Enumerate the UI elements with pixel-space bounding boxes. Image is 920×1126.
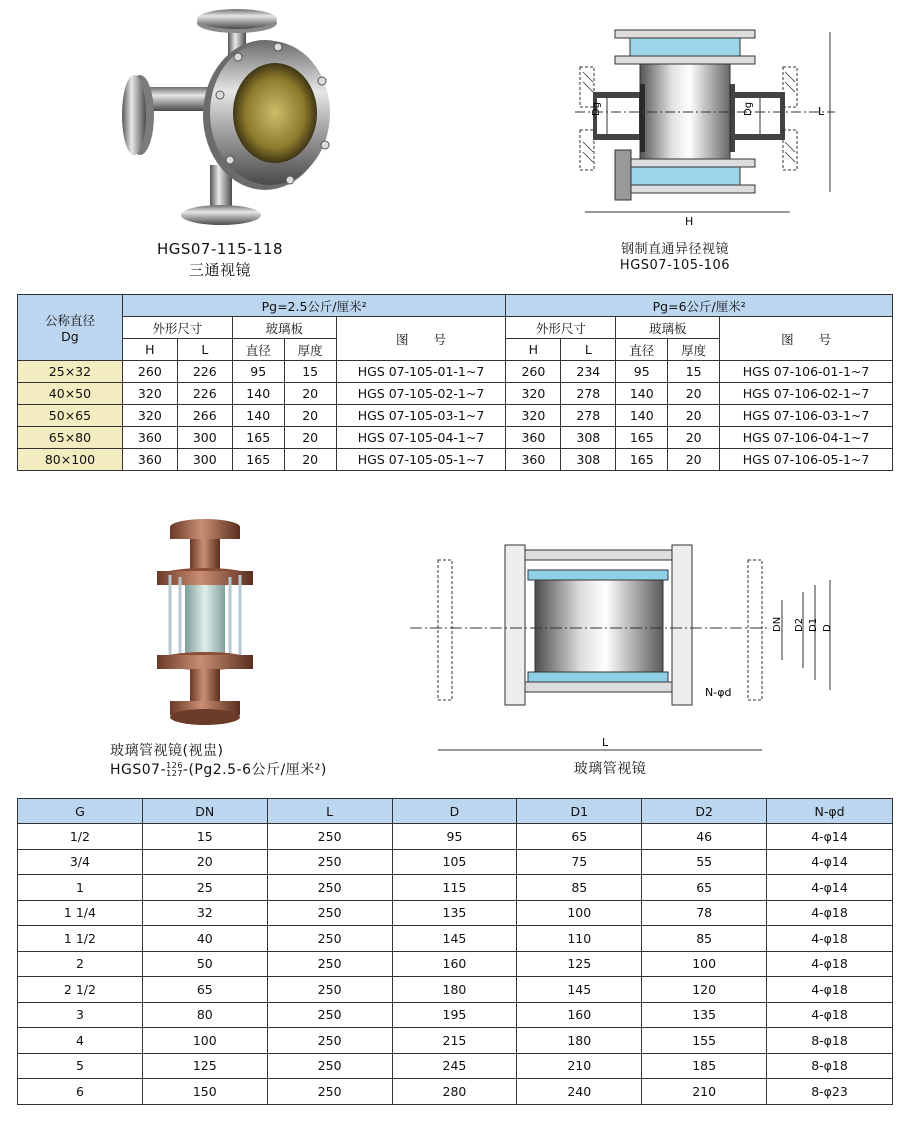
- table-row: [18, 1053, 893, 1079]
- pressure-header-1: Pg=2.5公斤/厘米²: [122, 295, 506, 317]
- table-cell: 85: [642, 926, 767, 952]
- table-cell: 165: [616, 427, 668, 449]
- column-header: D2: [642, 799, 767, 824]
- table-cell: HGS 07-106-02-1~7: [720, 383, 893, 405]
- d1-label: D1: [808, 617, 819, 632]
- table-cell: 6: [18, 1079, 143, 1105]
- table-cell: 75: [517, 849, 642, 875]
- table-cell: 85: [517, 875, 642, 901]
- table-cell: 80: [142, 1002, 267, 1028]
- table-cell: 145: [392, 926, 517, 952]
- table-cell: 65: [517, 824, 642, 850]
- table-cell: 15: [142, 824, 267, 850]
- table-cell: 360: [122, 427, 177, 449]
- n-phi-d-label: N-φd: [705, 686, 732, 699]
- table-header-row: [18, 799, 893, 824]
- table-cell: 250: [267, 1028, 392, 1054]
- table-cell: HGS 07-105-03-1~7: [336, 405, 506, 427]
- glass-tube-sight-glass-drawing: [410, 540, 870, 765]
- table-cell: 8-φ18: [767, 1028, 893, 1054]
- table-cell: 226: [177, 361, 232, 383]
- table-cell: 55: [642, 849, 767, 875]
- table-cell: 245: [392, 1053, 517, 1079]
- table-cell: 1 1/2: [18, 926, 143, 952]
- dia-header-1: 直径: [232, 339, 284, 361]
- glass-tube-drawing-name: 玻璃管视镜: [573, 761, 647, 777]
- table-cell: 20: [284, 449, 336, 471]
- dg-cell: 80×100: [18, 449, 123, 471]
- table-row: [18, 1002, 893, 1028]
- table-cell: 160: [392, 951, 517, 977]
- drawing-header-2: 图 号: [720, 317, 893, 361]
- table-cell: 250: [267, 1002, 392, 1028]
- table-cell: 210: [517, 1053, 642, 1079]
- table-cell: 50: [142, 951, 267, 977]
- glass-tube-model: HGS07- 126 127 -(Pg2.5-6公斤/厘米²): [110, 761, 327, 778]
- table-cell: 165: [232, 427, 284, 449]
- table-cell: 160: [517, 1002, 642, 1028]
- reducing-l-label: L: [818, 105, 825, 118]
- table-cell: 180: [517, 1028, 642, 1054]
- table-cell: 280: [392, 1079, 517, 1105]
- table-cell: 234: [561, 361, 616, 383]
- table-cell: 3/4: [18, 849, 143, 875]
- table-cell: 180: [392, 977, 517, 1003]
- column-header: L: [267, 799, 392, 824]
- table-row: [18, 951, 893, 977]
- column-header: D1: [517, 799, 642, 824]
- drawing-header-1: 图 号: [336, 317, 506, 361]
- table-cell: 140: [616, 383, 668, 405]
- table-cell: 8-φ23: [767, 1079, 893, 1105]
- table-cell: 4-φ18: [767, 1002, 893, 1028]
- table-row: [18, 361, 893, 383]
- table-cell: 266: [177, 405, 232, 427]
- table-row: [18, 383, 893, 405]
- column-header: DN: [142, 799, 267, 824]
- table-cell: 300: [177, 449, 232, 471]
- table-cell: 125: [517, 951, 642, 977]
- table-row: [18, 977, 893, 1003]
- table-cell: HGS 07-106-03-1~7: [720, 405, 893, 427]
- table-cell: 300: [177, 427, 232, 449]
- h-header-1: H: [122, 339, 177, 361]
- table-cell: HGS 07-106-04-1~7: [720, 427, 893, 449]
- table-cell: 320: [122, 383, 177, 405]
- table-cell: 20: [668, 427, 720, 449]
- d-label: D: [822, 624, 833, 632]
- table-cell: 4-φ14: [767, 849, 893, 875]
- reducing-sight-glass-drawing: [575, 12, 835, 227]
- table-cell: 260: [506, 361, 561, 383]
- table-row: [18, 449, 893, 471]
- table-cell: 32: [142, 900, 267, 926]
- table-cell: 320: [506, 383, 561, 405]
- table-cell: 110: [517, 926, 642, 952]
- table-cell: 308: [561, 449, 616, 471]
- thick-header-1: 厚度: [284, 339, 336, 361]
- table-cell: 240: [517, 1079, 642, 1105]
- table-cell: 5: [18, 1053, 143, 1079]
- reducing-dg-left-label: Dg: [591, 101, 602, 116]
- column-header: D: [392, 799, 517, 824]
- table-cell: 185: [642, 1053, 767, 1079]
- table-cell: 278: [561, 405, 616, 427]
- glass-header-2: 玻璃板: [616, 317, 720, 339]
- table-cell: 260: [122, 361, 177, 383]
- table-cell: HGS 07-105-02-1~7: [336, 383, 506, 405]
- tee-sight-glass-name: 三通视镜: [188, 261, 251, 279]
- dg-cell: 50×65: [18, 405, 123, 427]
- table-cell: 250: [267, 951, 392, 977]
- glass-header-1: 玻璃板: [232, 317, 336, 339]
- dg-cell: 25×32: [18, 361, 123, 383]
- column-header: G: [18, 799, 143, 824]
- table-cell: 1/2: [18, 824, 143, 850]
- table-cell: 120: [642, 977, 767, 1003]
- table-cell: 65: [642, 875, 767, 901]
- table-cell: 165: [232, 449, 284, 471]
- l-header-1: L: [177, 339, 232, 361]
- table-cell: 2: [18, 951, 143, 977]
- table-cell: 100: [517, 900, 642, 926]
- table-row: [18, 900, 893, 926]
- table-cell: 135: [392, 900, 517, 926]
- table-cell: 250: [267, 849, 392, 875]
- table-cell: 95: [232, 361, 284, 383]
- table-cell: 320: [506, 405, 561, 427]
- table-cell: 215: [392, 1028, 517, 1054]
- table-cell: 1 1/4: [18, 900, 143, 926]
- table-cell: 250: [267, 1053, 392, 1079]
- table-cell: HGS 07-106-01-1~7: [720, 361, 893, 383]
- dg-cell: 40×50: [18, 383, 123, 405]
- table-cell: 78: [642, 900, 767, 926]
- h-header-2: H: [506, 339, 561, 361]
- table-cell: 250: [267, 926, 392, 952]
- table-cell: 65: [142, 977, 267, 1003]
- table-cell: 8-φ18: [767, 1053, 893, 1079]
- reducing-dg-right-label: Dg: [743, 101, 754, 116]
- table-cell: HGS 07-105-05-1~7: [336, 449, 506, 471]
- table-cell: 150: [142, 1079, 267, 1105]
- table-cell: 250: [267, 1079, 392, 1105]
- dg-cell: 65×80: [18, 427, 123, 449]
- l-header-2: L: [561, 339, 616, 361]
- table-cell: 4-φ14: [767, 824, 893, 850]
- table-cell: 155: [642, 1028, 767, 1054]
- table-cell: 20: [668, 449, 720, 471]
- table-row: [18, 849, 893, 875]
- table-cell: HGS 07-105-04-1~7: [336, 427, 506, 449]
- glass-tube-dimension-table: [17, 798, 893, 1105]
- table-cell: 320: [122, 405, 177, 427]
- table-cell: 20: [284, 383, 336, 405]
- size-header-2: 外形尺寸: [506, 317, 616, 339]
- dg-header: 公称直径 Dg: [18, 295, 123, 361]
- table-cell: 4-φ18: [767, 977, 893, 1003]
- table-cell: 4-φ18: [767, 926, 893, 952]
- table-cell: 250: [267, 875, 392, 901]
- tee-sight-glass-model: HGS07-115-118: [156, 240, 284, 258]
- dia-header-2: 直径: [616, 339, 668, 361]
- table-cell: 125: [142, 1053, 267, 1079]
- table-cell: 20: [284, 427, 336, 449]
- table-cell: 3: [18, 1002, 143, 1028]
- table-cell: 95: [392, 824, 517, 850]
- table-cell: 250: [267, 977, 392, 1003]
- table-cell: 135: [642, 1002, 767, 1028]
- glass-tube-l-label: L: [602, 736, 609, 749]
- table-cell: 20: [668, 383, 720, 405]
- table-cell: HGS 07-106-05-1~7: [720, 449, 893, 471]
- table-cell: 360: [122, 449, 177, 471]
- table-row: [18, 875, 893, 901]
- table-cell: 140: [232, 405, 284, 427]
- table-row: [18, 427, 893, 449]
- dn-label: DN: [772, 616, 783, 632]
- table-cell: 250: [267, 824, 392, 850]
- size-header-1: 外形尺寸: [122, 317, 232, 339]
- table-cell: 165: [616, 449, 668, 471]
- table-cell: 145: [517, 977, 642, 1003]
- reducing-sight-glass-table: [17, 294, 893, 471]
- pressure-header-2: Pg=6公斤/厘米²: [506, 295, 893, 317]
- table-row: [18, 1028, 893, 1054]
- table-cell: 195: [392, 1002, 517, 1028]
- table-cell: 226: [177, 383, 232, 405]
- table-cell: 100: [642, 951, 767, 977]
- table-cell: 25: [142, 875, 267, 901]
- table-cell: 20: [142, 849, 267, 875]
- table-cell: 278: [561, 383, 616, 405]
- table-cell: 140: [616, 405, 668, 427]
- table-cell: 4: [18, 1028, 143, 1054]
- reducing-h-label: H: [685, 215, 694, 227]
- glass-tube-name: 玻璃管视镜(视盅): [110, 743, 224, 759]
- table-cell: 1: [18, 875, 143, 901]
- table-row: [18, 405, 893, 427]
- table-cell: 40: [142, 926, 267, 952]
- tee-sight-glass-photo: [110, 5, 350, 235]
- table-row: [18, 1079, 893, 1105]
- table-cell: 15: [284, 361, 336, 383]
- reducing-sight-glass-model: HGS07-105-106: [619, 258, 731, 273]
- table-row: [18, 824, 893, 850]
- table-cell: 4-φ14: [767, 875, 893, 901]
- reducing-sight-glass-name: 钢制直通异径视镜: [620, 242, 729, 257]
- table-cell: 250: [267, 900, 392, 926]
- table-row: [18, 926, 893, 952]
- column-header: N-φd: [767, 799, 893, 824]
- table-cell: 308: [561, 427, 616, 449]
- table-cell: 105: [392, 849, 517, 875]
- table-cell: 2 1/2: [18, 977, 143, 1003]
- table-cell: 360: [506, 427, 561, 449]
- table-cell: 100: [142, 1028, 267, 1054]
- d2-label: D2: [794, 617, 805, 632]
- table-cell: 4-φ18: [767, 900, 893, 926]
- table-cell: HGS 07-105-01-1~7: [336, 361, 506, 383]
- thick-header-2: 厚度: [668, 339, 720, 361]
- table-cell: 140: [232, 383, 284, 405]
- table-cell: 15: [668, 361, 720, 383]
- table-cell: 115: [392, 875, 517, 901]
- table-cell: 210: [642, 1079, 767, 1105]
- glass-tube-sight-glass-photo: [140, 515, 270, 730]
- table-cell: 46: [642, 824, 767, 850]
- table-cell: 360: [506, 449, 561, 471]
- table-cell: 95: [616, 361, 668, 383]
- table-cell: 20: [284, 405, 336, 427]
- table-cell: 4-φ18: [767, 951, 893, 977]
- table-cell: 20: [668, 405, 720, 427]
